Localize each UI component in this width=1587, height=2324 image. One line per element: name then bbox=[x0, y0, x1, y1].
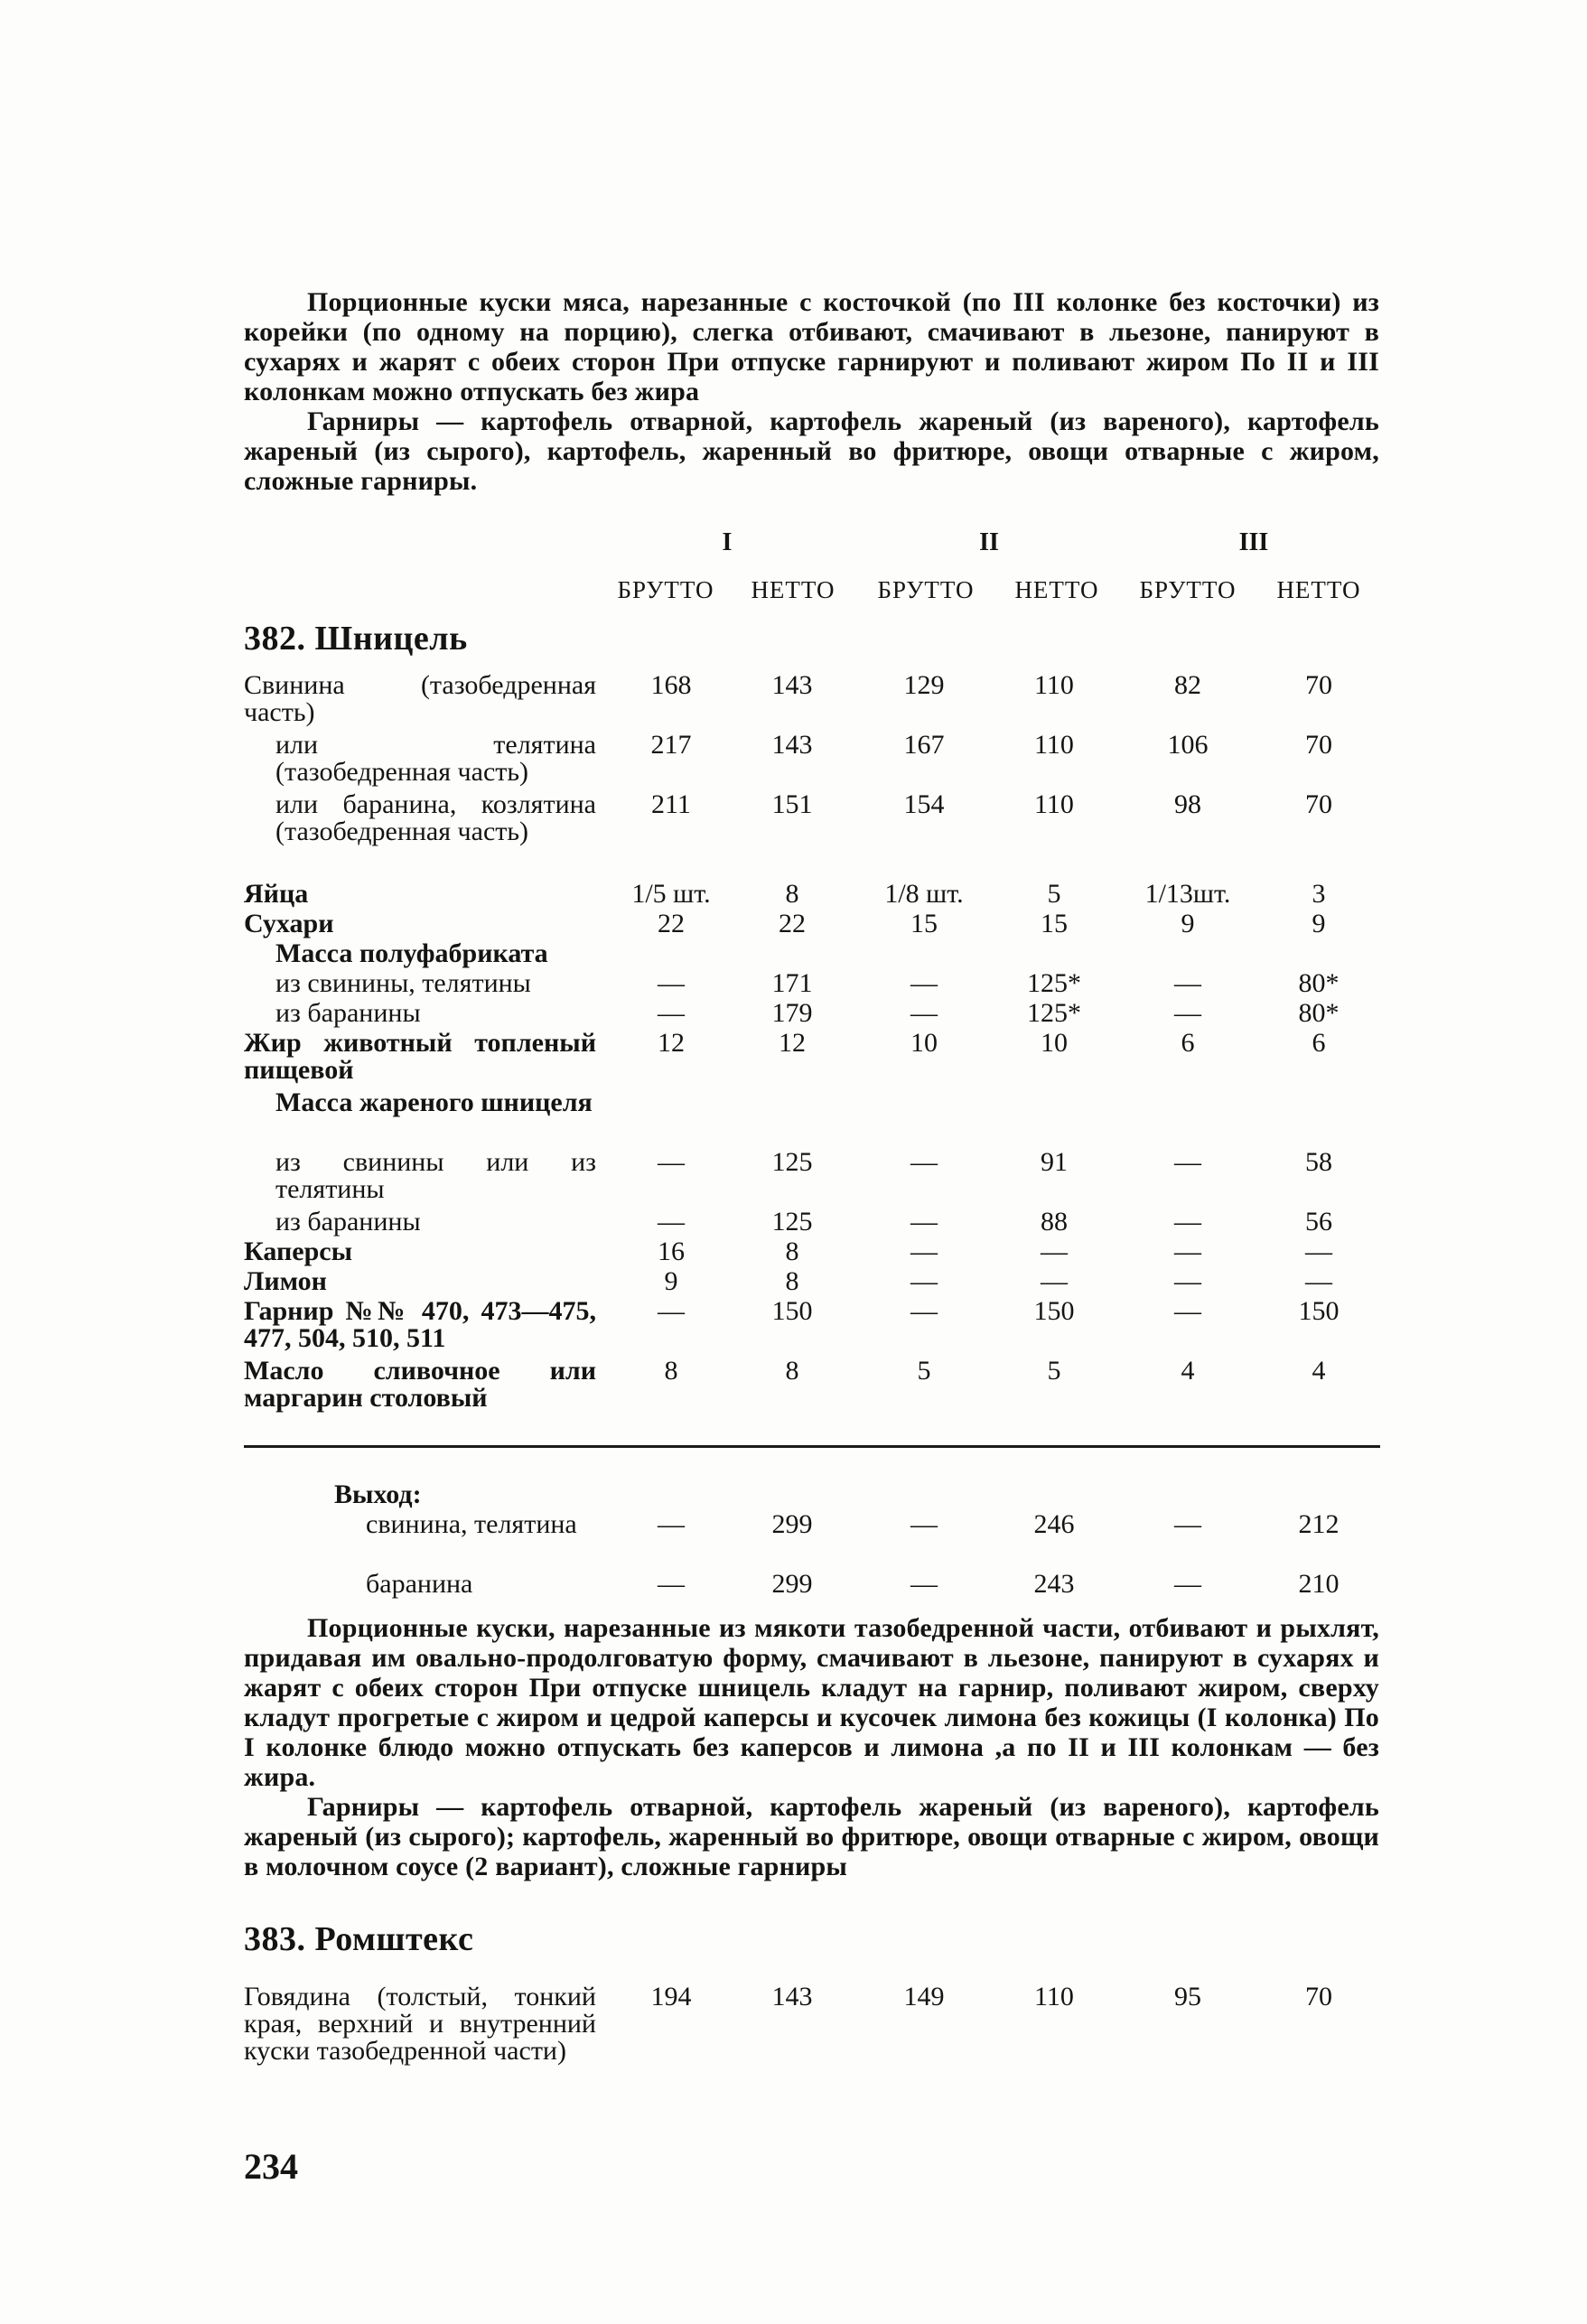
value-cell: 6 bbox=[1181, 1028, 1195, 1058]
ingredient-name: из свинины, телятины bbox=[275, 968, 531, 998]
value-cell: — bbox=[1174, 968, 1201, 998]
table-divider bbox=[244, 1445, 1380, 1448]
value-cell: 246 bbox=[1033, 1509, 1075, 1539]
value-cell: 211 bbox=[651, 789, 691, 819]
value-cell: 82 bbox=[1174, 670, 1201, 700]
value-cell: 299 bbox=[771, 1509, 813, 1539]
col-netto-3: НЕТТО bbox=[1276, 576, 1361, 603]
value-cell: — bbox=[1174, 1296, 1201, 1326]
ingredient-name: баранина bbox=[366, 1569, 473, 1599]
value-cell: 8 bbox=[785, 1356, 799, 1386]
value-cell: 143 bbox=[771, 1982, 813, 2011]
value-cell: 125 bbox=[771, 1207, 813, 1237]
page-number: 234 bbox=[244, 2146, 298, 2187]
ingredient-name: Гарнир №№ 470, 473—475, 477, 504, 510, 511 bbox=[244, 1296, 596, 1353]
value-cell: 98 bbox=[1174, 789, 1201, 819]
value-cell: — bbox=[1174, 1207, 1201, 1237]
col-netto-1: НЕТТО bbox=[751, 576, 836, 603]
value-cell: — bbox=[658, 1296, 685, 1326]
ingredient-name: или телятина (тазобедренная часть) bbox=[275, 730, 596, 787]
ingredient-name: Жир животный топленый пищевой bbox=[244, 1028, 596, 1085]
value-cell: 110 bbox=[1034, 670, 1074, 700]
value-cell: — bbox=[658, 1147, 685, 1177]
value-cell: — bbox=[1174, 998, 1201, 1028]
value-cell: 194 bbox=[650, 1982, 692, 2011]
value-cell: — bbox=[910, 1147, 938, 1177]
value-cell: — bbox=[1174, 1266, 1201, 1296]
value-cell: 80* bbox=[1298, 998, 1340, 1028]
value-cell: 110 bbox=[1034, 1982, 1074, 2011]
value-cell: 150 bbox=[1033, 1296, 1075, 1326]
value-cell: 171 bbox=[771, 968, 813, 998]
value-cell: 15 bbox=[1041, 909, 1068, 938]
value-cell: 154 bbox=[903, 789, 945, 819]
value-cell: 70 bbox=[1305, 789, 1332, 819]
recipe-383-title: 383. Ромштекс bbox=[244, 1920, 474, 1958]
value-cell: 8 bbox=[785, 1266, 799, 1296]
value-cell: 1/8 шт. bbox=[884, 879, 964, 909]
col-brutto-1: БРУТТО bbox=[617, 576, 714, 603]
value-cell: 168 bbox=[650, 670, 692, 700]
value-cell: 15 bbox=[910, 909, 938, 938]
value-cell: 70 bbox=[1305, 1982, 1332, 2011]
value-cell: — bbox=[910, 968, 938, 998]
value-cell: 125 bbox=[771, 1147, 813, 1177]
value-cell: 5 bbox=[1047, 879, 1061, 909]
value-cell: 243 bbox=[1033, 1569, 1075, 1599]
column-group-2: II bbox=[979, 528, 999, 556]
value-cell: 9 bbox=[1312, 909, 1326, 938]
value-cell: — bbox=[1174, 1147, 1201, 1177]
value-cell: 299 bbox=[771, 1569, 813, 1599]
column-group-3: III bbox=[1238, 528, 1269, 556]
value-cell: 58 bbox=[1305, 1147, 1332, 1177]
col-brutto-3: БРУТТО bbox=[1139, 576, 1237, 603]
ingredient-name: Говядина (толстый, тонкий края, верхний и внутренний куски тазобедренной части) bbox=[244, 1982, 596, 2066]
value-cell: 110 bbox=[1034, 789, 1074, 819]
value-cell: 149 bbox=[903, 1982, 945, 2011]
ingredient-name: Масса полуфабриката bbox=[275, 938, 548, 968]
value-cell: 10 bbox=[1041, 1028, 1068, 1058]
value-cell: 150 bbox=[771, 1296, 813, 1326]
value-cell: 143 bbox=[771, 670, 813, 700]
value-cell: 5 bbox=[1047, 1356, 1061, 1386]
value-cell: 9 bbox=[664, 1266, 678, 1296]
value-cell: 8 bbox=[785, 1237, 799, 1266]
value-cell: — bbox=[1174, 1237, 1201, 1266]
value-cell: 143 bbox=[771, 730, 813, 760]
output-label: Выход: bbox=[334, 1479, 422, 1509]
ingredient-name: из баранины bbox=[275, 1207, 421, 1237]
value-cell: 179 bbox=[771, 998, 813, 1028]
value-cell: 110 bbox=[1034, 730, 1074, 760]
intro-paragraph-2: Гарниры — картофель отварной, картофель жареный (из вареного), картофель жареный (из сырого), картофель, жаренный во фритюре, овощи отварные с жиром, сложные гарниры. bbox=[244, 406, 1379, 496]
col-brutto-2: БРУТТО bbox=[877, 576, 975, 603]
value-cell: — bbox=[658, 1207, 685, 1237]
ingredient-name: или баранина, козлятина (тазобедренная часть) bbox=[275, 789, 596, 846]
value-cell: 4 bbox=[1312, 1356, 1326, 1386]
value-cell: 212 bbox=[1298, 1509, 1340, 1539]
ingredient-name: Свинина (тазобедренная часть) bbox=[244, 670, 596, 727]
value-cell: — bbox=[910, 1296, 938, 1326]
value-cell: 95 bbox=[1174, 1982, 1201, 2011]
value-cell: 4 bbox=[1181, 1356, 1195, 1386]
intro-paragraph-1: Порционные куски мяса, нарезанные с косточкой (по III колонке без косточки) из корейки (по одному на порцию), слегка отбивают, смачивают в льезоне, панируют в сухарях и жарят с обеих сторон При отпуске гарнируют и поливают жиром По II и III колонкам можно отпускать без жира bbox=[244, 287, 1379, 406]
value-cell: 91 bbox=[1041, 1147, 1068, 1177]
recipe-382-title: 382. Шницель bbox=[244, 620, 468, 658]
value-cell: 151 bbox=[771, 789, 813, 819]
value-cell: 125* bbox=[1027, 968, 1081, 998]
intro-text bbox=[244, 287, 1379, 496]
ingredient-name: Масло сливочное или маргарин столовый bbox=[244, 1356, 596, 1413]
col-netto-2: НЕТТО bbox=[1014, 576, 1099, 603]
value-cell: 8 bbox=[664, 1356, 678, 1386]
value-cell: 125* bbox=[1027, 998, 1081, 1028]
value-cell: — bbox=[658, 1509, 685, 1539]
value-cell: 22 bbox=[658, 909, 685, 938]
value-cell: — bbox=[1305, 1266, 1332, 1296]
ingredient-name: Каперсы bbox=[244, 1237, 352, 1266]
ingredient-name: из свинины или из телятины bbox=[275, 1147, 596, 1204]
ingredient-name: свинина, телятина bbox=[366, 1509, 577, 1539]
value-cell: — bbox=[658, 1569, 685, 1599]
value-cell: — bbox=[1174, 1569, 1201, 1599]
ingredient-name: Сухари bbox=[244, 909, 334, 938]
value-cell: — bbox=[910, 1207, 938, 1237]
value-cell: 88 bbox=[1041, 1207, 1068, 1237]
recipe-382-paragraph-2: Гарниры — картофель отварной, картофель жареный (из вареного), картофель жареный (из сырого); картофель, жаренный во фритюре, овощи отварные с жиром, овощи в молочном соусе (2 вариант), сложные гарниры bbox=[244, 1792, 1379, 1881]
ingredient-name: Яйца bbox=[244, 879, 309, 909]
value-cell: 106 bbox=[1167, 730, 1209, 760]
value-cell: 129 bbox=[903, 670, 945, 700]
recipe-382-text bbox=[244, 1613, 1379, 1881]
value-cell: — bbox=[910, 1509, 938, 1539]
value-cell: — bbox=[910, 1266, 938, 1296]
value-cell: — bbox=[910, 1237, 938, 1266]
value-cell: 3 bbox=[1312, 879, 1326, 909]
column-group-1: I bbox=[722, 528, 733, 556]
value-cell: 5 bbox=[917, 1356, 931, 1386]
ingredient-name: из баранины bbox=[275, 998, 421, 1028]
value-cell: 8 bbox=[785, 879, 799, 909]
value-cell: 70 bbox=[1305, 730, 1332, 760]
value-cell: — bbox=[910, 1569, 938, 1599]
value-cell: — bbox=[1041, 1266, 1068, 1296]
value-cell: 12 bbox=[658, 1028, 685, 1058]
value-cell: 1/5 шт. bbox=[631, 879, 711, 909]
value-cell: — bbox=[1305, 1237, 1332, 1266]
ingredient-name: Лимон bbox=[244, 1266, 327, 1296]
value-cell: 56 bbox=[1305, 1207, 1332, 1237]
value-cell: 22 bbox=[779, 909, 806, 938]
value-cell: 150 bbox=[1298, 1296, 1340, 1326]
value-cell: 210 bbox=[1298, 1569, 1340, 1599]
value-cell: 10 bbox=[910, 1028, 938, 1058]
value-cell: 9 bbox=[1181, 909, 1195, 938]
value-cell: — bbox=[658, 998, 685, 1028]
value-cell: 70 bbox=[1305, 670, 1332, 700]
value-cell: 6 bbox=[1312, 1028, 1326, 1058]
value-cell: — bbox=[658, 968, 685, 998]
value-cell: 12 bbox=[779, 1028, 806, 1058]
value-cell: 1/13шт. bbox=[1144, 879, 1231, 909]
value-cell: 80* bbox=[1298, 968, 1340, 998]
value-cell: 217 bbox=[650, 730, 692, 760]
recipe-382-paragraph-1: Порционные куски, нарезанные из мякоти тазобедренной части, отбивают и рыхлят, придавая им овально-продолговатую форму, смачивают в льезоне, панируют в сухарях и жарят с обеих сторон При отпуске шницель кладут на гарнир, поливают жиром, сверху кладут прогретые с жиром и цедрой каперсы и кусочек лимона без кожицы (I колонка) По I колонке блюдо можно отпускать без каперсов и лимона ,а по II и III колонкам — без жира. bbox=[244, 1613, 1379, 1792]
value-cell: 167 bbox=[903, 730, 945, 760]
value-cell: 16 bbox=[658, 1237, 685, 1266]
value-cell: — bbox=[1041, 1237, 1068, 1266]
ingredient-name: Масса жареного шницеля bbox=[275, 1087, 593, 1117]
value-cell: — bbox=[1174, 1509, 1201, 1539]
value-cell: — bbox=[910, 998, 938, 1028]
